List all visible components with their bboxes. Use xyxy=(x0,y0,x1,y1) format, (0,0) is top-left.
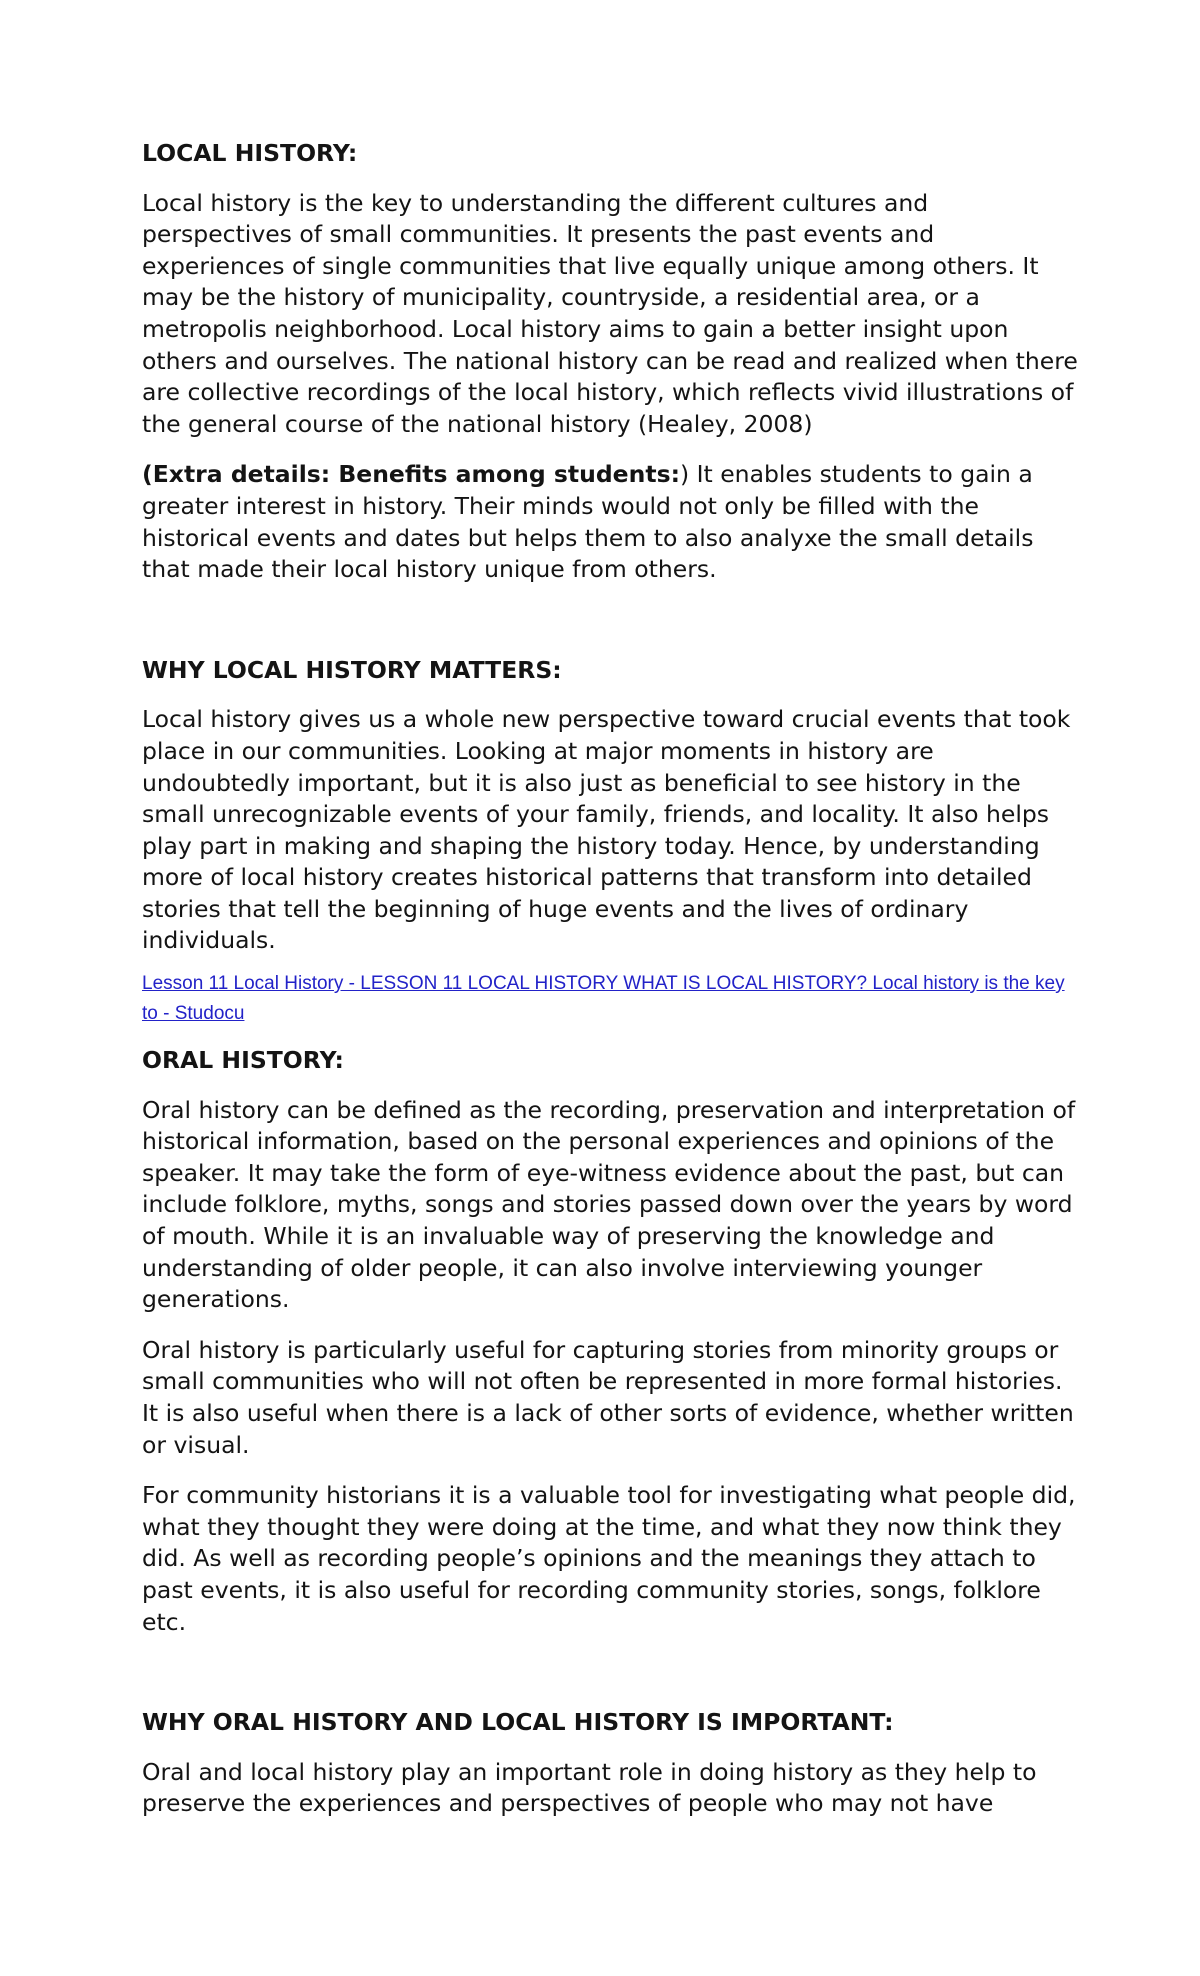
why-local-history-paragraph: Local history gives us a whole new perspective toward crucial events that took place in our communities. Looking at major moments in history are undoubtedly important, but it is also just as beneficial to see history in the small unrecognizable events of your family, friends, and locality. It also helps play part in making and shaping the history today. Hence, by understanding more of local history creates historical patterns that transform into detailed stories that tell the beginning of huge events and the lives of ordinary individuals. xyxy=(142,705,1071,955)
heading-oral-history: ORAL HISTORY: xyxy=(142,1046,344,1075)
document-page xyxy=(142,138,1082,1820)
local-history-paragraph: Local history is the key to understanding the different cultures and perspectives of small communities. It presents the past events and experiences of single communities that live equally unique among others. It may be the history of municipality, countryside, a residential area, or a metropolis neighborhood. Local history aims to gain a better insight upon others and ourselves. The national history can be read and realized when there are collective recordings of the local history, which reflects vivid illustrations of the general course of the national history (Healey, 2008) xyxy=(142,188,1078,438)
section-spacer xyxy=(142,1657,1082,1707)
why-oral-local-paragraph: Oral and local history play an important role in doing history as they help to preserve the experiences and perspectives of people who may not have xyxy=(142,1757,1037,1818)
studocu-link[interactable]: Lesson 11 Local History - LESSON 11 LOCAL HISTORY WHAT IS LOCAL HISTORY? Local history is the key to - Studocu xyxy=(142,973,1065,1025)
extra-details-label: (Extra details: Benefits among students: xyxy=(142,460,680,489)
extra-details-text: ) It enables students to gain a greater interest in history. Their minds would not only be filled with the historical events and dates but helps them to also analyxe the small details that made their local history unique from others. xyxy=(142,460,1034,584)
oral-history-paragraph-3: For community historians it is a valuable tool for investigating what people did, what they thought they were doing at the time, and what they now think they did. As well as recording people’s opinions and the meanings they attach to past events, it is also useful for recording community stories, songs, folklore etc. xyxy=(142,1481,1076,1636)
heading-local-history: LOCAL HISTORY: xyxy=(142,139,358,167)
extra-details-paragraph xyxy=(142,459,1082,585)
section-spacer xyxy=(142,605,1082,655)
oral-history-paragraph-1: Oral history can be defined as the recording, preservation and interpretation of historical information, based on the personal experiences and opinions of the speaker. It may take the form of eye-witness evidence about the past, but can include folklore, myths, songs and stories passed down over the years by word of mouth. While it is an invaluable way of preserving the knowledge and understanding of older people, it can also involve interviewing younger generations. xyxy=(142,1095,1076,1314)
studocu-link-block xyxy=(142,969,1082,1029)
oral-history-paragraph-2: Oral history is particularly useful for capturing stories from minority groups or small communities who will not often be represented in more formal histories. It is also useful when there is a lack of other sorts of evidence, whether written or visual. xyxy=(142,1335,1074,1459)
heading-why-oral-local: WHY ORAL HISTORY AND LOCAL HISTORY IS IMPORTANT: xyxy=(142,1708,894,1737)
heading-why-local-history: WHY LOCAL HISTORY MATTERS: xyxy=(142,655,562,684)
